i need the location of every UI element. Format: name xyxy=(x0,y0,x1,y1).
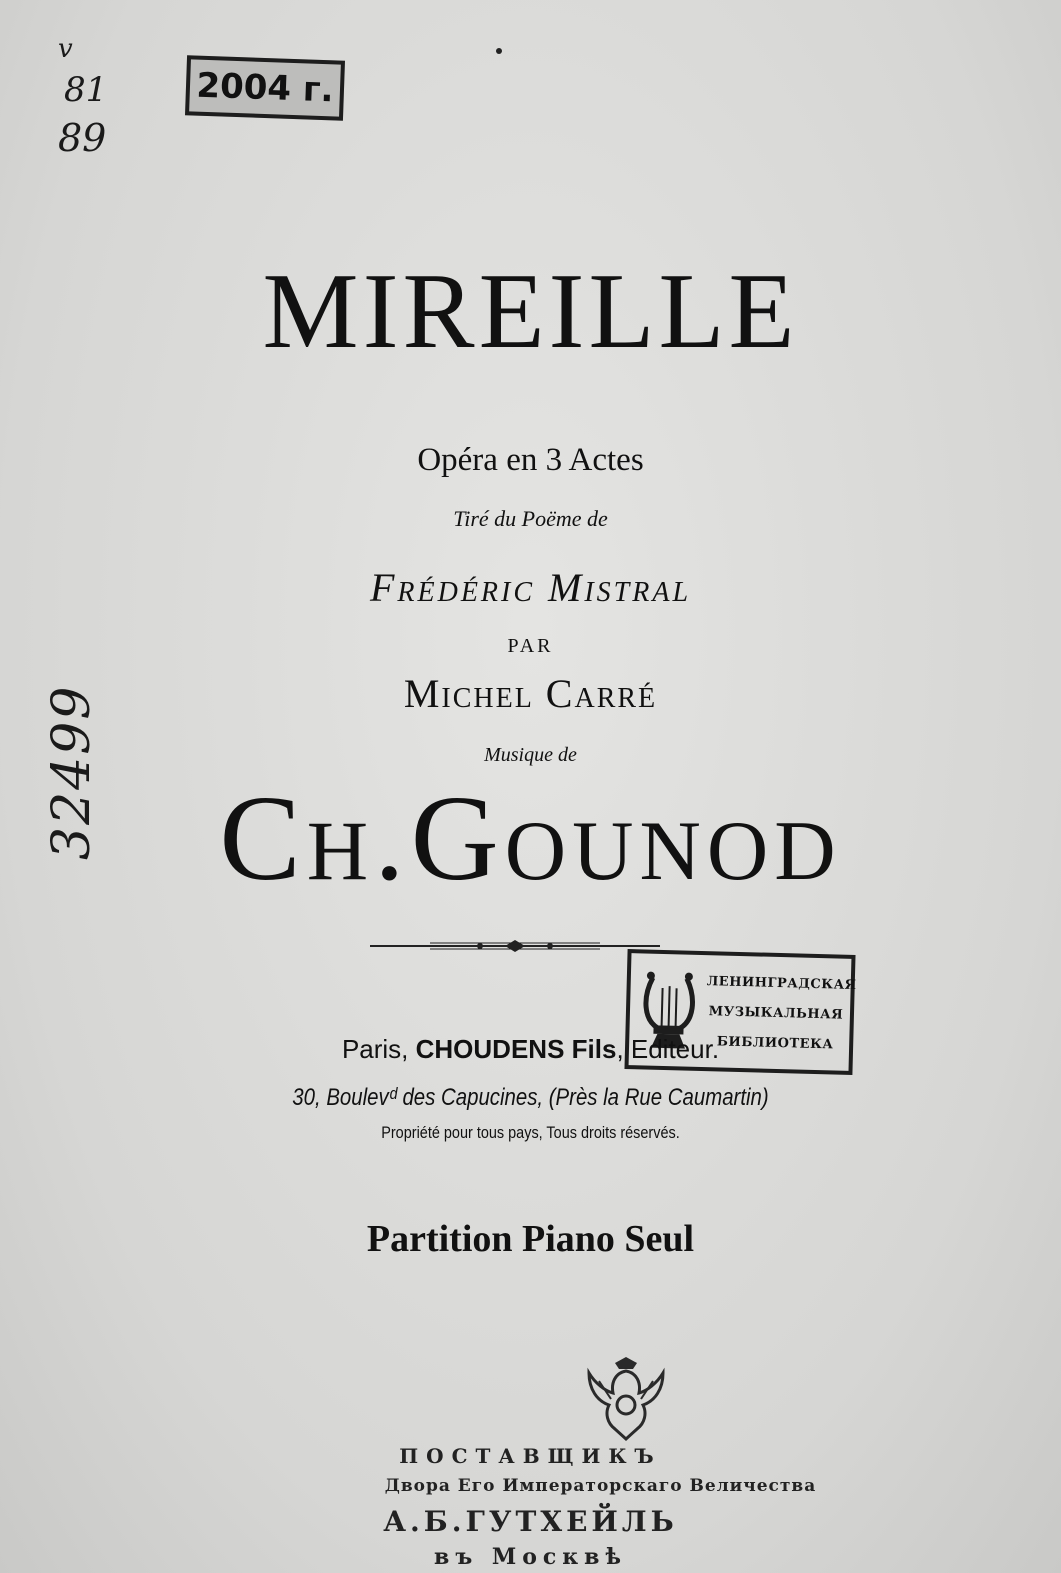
par-label: PAR xyxy=(507,635,554,657)
opera-subtitle: Opéra en 3 Actes xyxy=(417,442,644,478)
source-note: Tiré du Poëme de xyxy=(453,506,608,531)
music-by-label: Musique de xyxy=(484,744,577,766)
poet-name: Frédéric Mistral xyxy=(369,565,692,610)
edition-title: Partition Piano Seul xyxy=(366,1218,695,1260)
handwritten-mark-81: 81 xyxy=(64,70,108,110)
publisher-role: , Editeur. xyxy=(616,1034,720,1064)
library-stamp-line1: ЛЕНИНГРАДСКАЯ xyxy=(706,974,857,994)
publisher-line xyxy=(0,1036,1061,1062)
supplier-city: въ Москвѣ xyxy=(434,1544,627,1570)
handwritten-inventory-number: 32499 xyxy=(42,684,102,860)
handwritten-mark-89: 89 xyxy=(58,116,107,160)
ink-dot xyxy=(496,48,502,54)
supplier-title: ПОСТАВЩИКЪ xyxy=(399,1444,662,1468)
publisher-city: Paris, xyxy=(341,1034,416,1064)
supplier-name: А.Б.ГУТХЕЙЛЬ xyxy=(383,1505,678,1538)
ornamental-rule xyxy=(370,936,660,956)
year-stamp: 2004 г. xyxy=(185,55,345,120)
supplier-court: Двора Его Императорскаго Величества xyxy=(384,1476,817,1496)
library-stamp-line3: БИБЛИОТЕКА xyxy=(716,1034,834,1053)
opera-title: MIREILLE xyxy=(262,252,799,371)
rights-notice: Propriété pour tous pays, Tous droits réservés. xyxy=(381,1123,680,1142)
librettist-name: Michel Carré xyxy=(403,671,658,716)
imperial-eagle-icon xyxy=(585,1355,667,1445)
library-stamp-line2: МУЗЫКАЛЬНАЯ xyxy=(708,1004,844,1023)
composer-name: Ch.Gounod xyxy=(219,771,842,906)
publisher-name: CHOUDENS Fils xyxy=(415,1034,617,1064)
handwritten-mark-v: v xyxy=(58,34,73,64)
publisher-address: 30, Boulevᵈ des Capucines, (Près la Rue Caumartin) xyxy=(292,1084,769,1111)
